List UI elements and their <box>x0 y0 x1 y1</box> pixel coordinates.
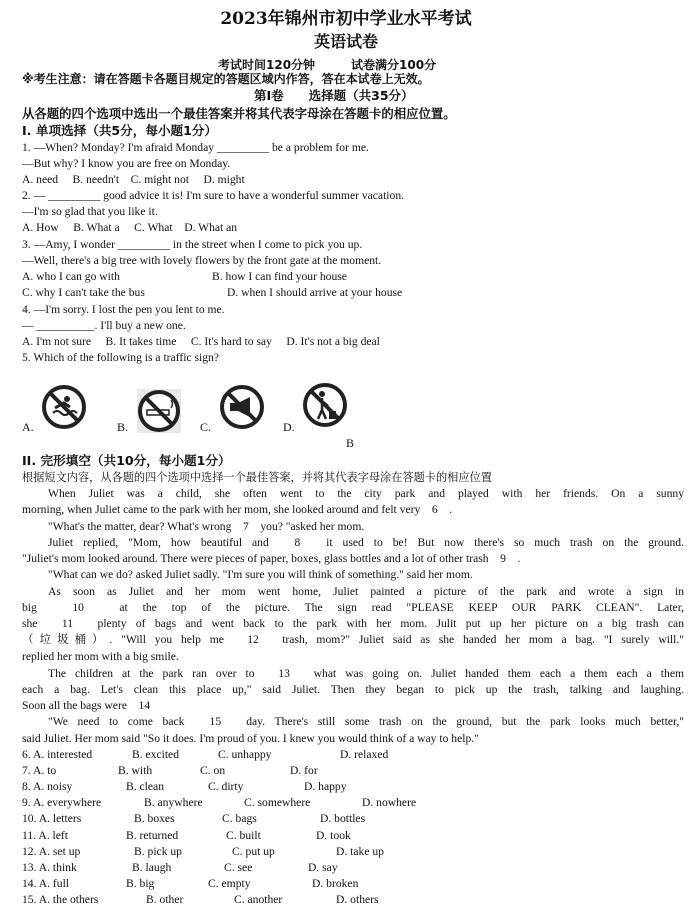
section2-title: II. 完形填空（共10分，每小题1分） <box>22 453 231 468</box>
part1-heading: 第Ⅰ卷 选择题（共35分） <box>254 88 414 103</box>
option-c: C. another <box>234 893 283 906</box>
option-b: B. boxes <box>134 812 175 825</box>
option-d: D. take up <box>336 845 384 858</box>
exam-info: 考试时间120分钟 试卷满分100分 <box>218 58 437 72</box>
q3-stem: 3. —Amy, I wonder _________ in the street when I come to pick you up. <box>22 238 363 251</box>
q5-stem: 5. Which of the following is a traffic sign? <box>22 351 219 364</box>
option-c: C. built <box>226 829 261 842</box>
option-b: B. returned <box>126 829 179 842</box>
option-a: 13. A. think <box>22 861 77 874</box>
q2-options: A. How B. What a C. What D. What an <box>22 221 238 234</box>
option-b: B. excited <box>132 748 180 761</box>
q1-stem: 1. —When? Monday? I'm afraid Monday _________ be a problem for me. <box>22 141 369 154</box>
q1-reply: —But why? I know you are free on Monday. <box>22 157 231 170</box>
option-a: 6. A. interested <box>22 748 93 761</box>
passage-line: Soon all the bags were 14 <box>22 699 151 712</box>
q2-stem: 2. — _________ good advice it is! I'm sure to have a wonderful summer vacation. <box>22 189 405 202</box>
option-c: C. unhappy <box>218 748 272 761</box>
option-d: D. nowhere <box>362 796 417 809</box>
option-a: 9. A. everywhere <box>22 796 102 809</box>
passage-line: "Juliet's mom looked around. There were pieces of paper, boxes, glass bottles and a lot of other trash 9 . <box>22 552 521 565</box>
q3-option-a: A. who I can go with <box>22 270 120 283</box>
part1-instruction: 从各题的四个选项中选出一个最佳答案并将其代表字母涂在答题卡的相应位置。 <box>22 106 456 121</box>
passage-line: The children at the park ran over to 13 what was going on. Juliet handed them each a them each a them <box>48 667 684 680</box>
option-c: C. somewhere <box>244 796 311 809</box>
option-a: 10. A. letters <box>22 812 82 825</box>
no-honking-icon <box>218 383 266 431</box>
q4-stem: 4. —I'm sorry. I lost the pen you lent to me. <box>22 303 225 316</box>
option-d: D. broken <box>312 877 359 890</box>
passage-line: When Juliet was a child, she often went to the city park and played with her friends. On a sunny <box>48 487 684 500</box>
option-d: D. for <box>290 764 318 777</box>
option-a: 12. A. set up <box>22 845 81 858</box>
passage-line: morning, when Juliet came to the park with her mom, she looked around and felt very 6 . <box>22 503 453 516</box>
no-swimming-icon <box>40 383 88 431</box>
option-b: B. pick up <box>134 845 182 858</box>
option-b: B. other <box>146 893 184 906</box>
q4-reply: — __________. I'll buy a new one. <box>22 319 186 332</box>
q3-option-c: C. why I can't take the bus <box>22 286 145 299</box>
option-c: C. see <box>224 861 253 874</box>
passage-line: "We need to come back 15 day. There's still some trash on the ground, but the park looks much better," <box>48 715 684 728</box>
no-smoking-icon <box>135 387 183 435</box>
option-b: B. anywhere <box>144 796 203 809</box>
option-d: D. relaxed <box>340 748 389 761</box>
option-a: 14. A. full <box>22 877 70 890</box>
passage-line: "What can we do? asked Juliet sadly. "I'm sure you will think of something." said her mom. <box>48 568 473 581</box>
option-b: B. laugh <box>132 861 172 874</box>
q5-label-b: B. <box>117 420 129 434</box>
option-a: 15. A. the others <box>22 893 99 906</box>
q3-option-d: D. when I should arrive at your house <box>227 286 403 299</box>
passage-line: replied her mom with a big smile. <box>22 650 179 663</box>
passage-line: she 11 plenty of bags and went back to the park with her mom. Julit put up her picture on a big trash can <box>22 617 684 630</box>
option-a: 7. A. to <box>22 764 57 777</box>
option-b: B. clean <box>126 780 164 793</box>
option-c: C. empty <box>208 877 251 890</box>
q5-label-d: D. <box>283 420 295 434</box>
q3-reply: —Well, there's a big tree with lovely flowers by the front gate at the moment. <box>22 254 382 267</box>
option-d: D. bottles <box>320 812 366 825</box>
option-c: C. put up <box>232 845 275 858</box>
option-d: D. took <box>316 829 351 842</box>
option-b: B. with <box>118 764 153 777</box>
passage-line: each a bag. Let's clean this place up," said Juliet. Then they began to pick up the trash, talking and laughing. <box>22 683 684 696</box>
exam-subtitle: 英语试卷 <box>313 32 378 51</box>
q5-answer-mark: B <box>346 436 355 450</box>
passage-line: big 10 at the top of the picture. The sign read "PLEASE KEEP OUR PARK CLEAN". Later, <box>22 601 684 614</box>
section2-instruction: 根据短文内容，从各题的四个选项中选择一个最佳答案，并将其代表字母涂在答题卡的相应位置 <box>22 471 492 484</box>
notice: ※考生注意：请在答题卡各题目规定的答题区域内作答，答在本试卷上无效。 <box>22 72 430 86</box>
passage-line: "What's the matter, dear? What's wrong 7 you? "asked her mom. <box>48 520 365 533</box>
exam-title: 2023年锦州市初中学业水平考试 <box>220 9 472 29</box>
option-c: C. on <box>200 764 226 777</box>
q2-reply: —I'm so glad that you like it. <box>22 205 158 218</box>
q1-options: A. need B. needn't C. might not D. might <box>22 173 245 186</box>
option-c: C. dirty <box>208 780 244 793</box>
option-a: 8. A. noisy <box>22 780 73 793</box>
passage-line: As soon as Juliet and her mom went home, Juliet painted a picture of the park and wrote a sign in <box>48 585 684 598</box>
q5-label-a: A. <box>22 420 34 434</box>
section1-title: I. 单项选择（共5分，每小题1分） <box>22 123 218 138</box>
option-b: B. big <box>126 877 155 890</box>
option-c: C. bags <box>222 812 257 825</box>
option-d: D. happy <box>304 780 347 793</box>
passage-line: Juliet replied, "Mom, how beautiful and 8 it used to be! But now there's so much trash on the ground. <box>48 536 684 549</box>
option-d: D. say <box>308 861 338 874</box>
no-littering-icon <box>301 381 349 429</box>
option-d: D. others <box>336 893 379 906</box>
passage-line: （垃圾桶）. "Will you help me 12 trash, mom?" Juliet said as she handed her mom a bag. "I surely will." <box>22 633 684 646</box>
q3-option-b: B. how I can find your house <box>212 270 347 283</box>
q5-label-c: C. <box>200 420 212 434</box>
passage-line: said Juliet. Her mom said "So it does. I'm proud of you. I knew you would think of a way to help." <box>22 732 479 745</box>
option-a: 11. A. left <box>22 829 68 842</box>
q4-options: A. I'm not sure B. It takes time C. It's hard to say D. It's not a big deal <box>22 335 380 348</box>
